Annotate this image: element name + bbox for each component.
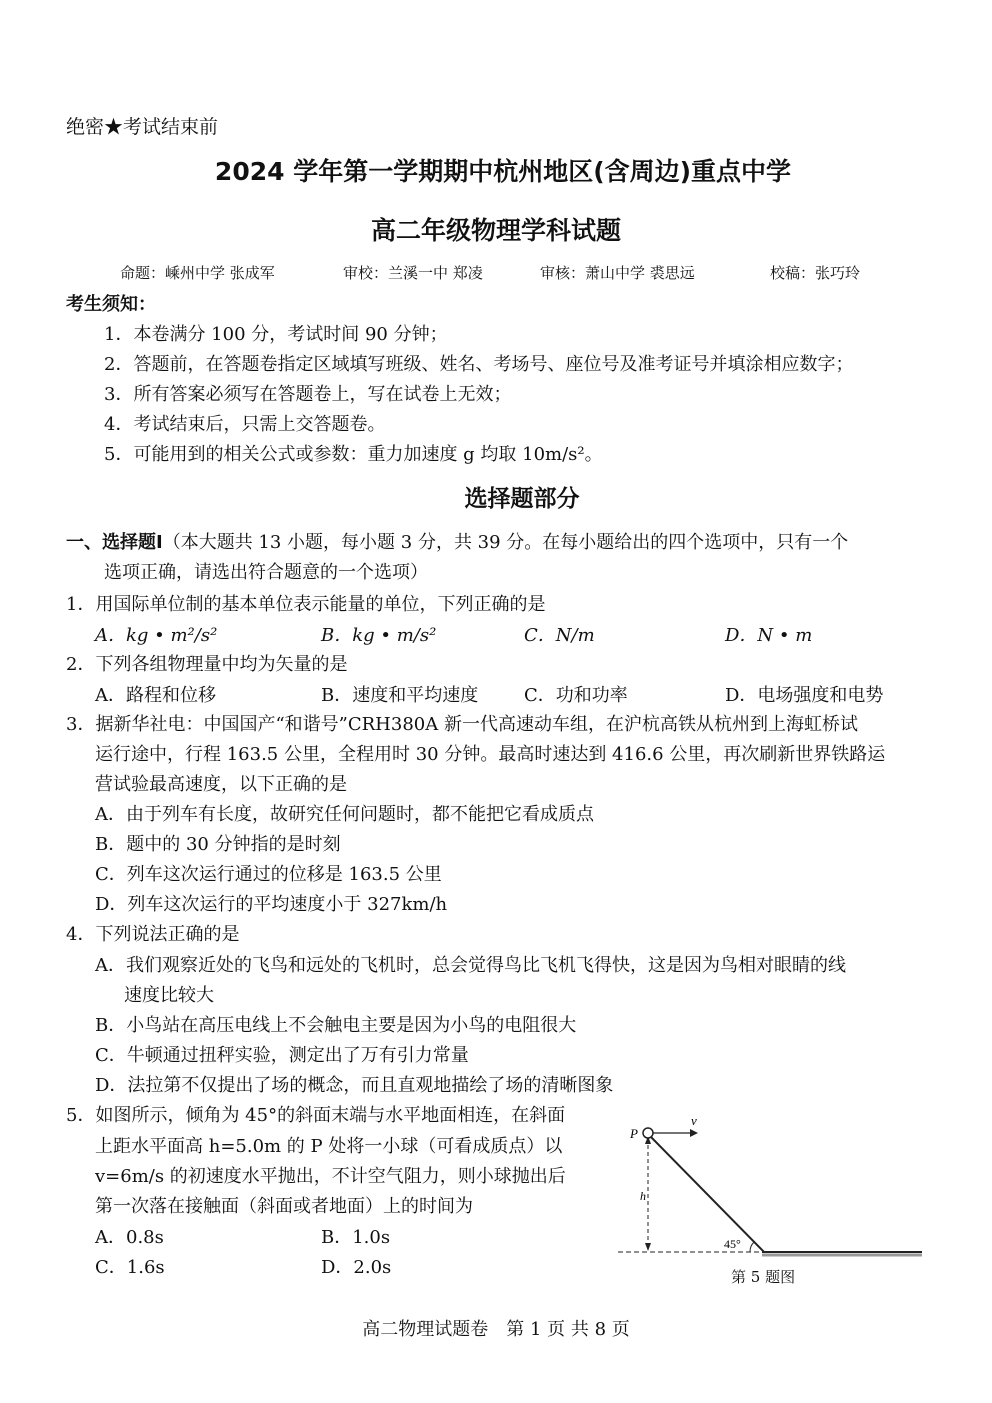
question-1-stem: 1．用国际单位制的基本单位表示能量的单位，下列正确的是 <box>66 594 546 615</box>
staff-proofreader: 校稿：张巧玲 <box>770 264 861 282</box>
question-5-stem-cont: 第一次落在接触面（斜面或者地面）上的时间为 <box>95 1196 473 1217</box>
q1-option-a: A．kg • m²/s² <box>95 625 218 646</box>
velocity-arrowhead <box>690 1129 698 1137</box>
question-2-stem: 2．下列各组物理量中均为矢量的是 <box>66 654 348 675</box>
figure-caption: 第 5 题图 <box>731 1268 796 1286</box>
height-arrow-bottom <box>645 1243 651 1251</box>
q4-option-a: A．我们观察近处的飞鸟和远处的飞机时，总会觉得鸟比飞机飞得快，这是因为鸟相对眼睛的线 <box>95 955 846 976</box>
q5-option-c: C．1.6s <box>95 1257 165 1278</box>
notice-heading: 考生须知： <box>66 294 156 315</box>
staff-reviewer: 审校：兰溪一中 郑凌 <box>343 264 483 282</box>
q5-option-d: D．2.0s <box>321 1257 392 1278</box>
incline-figure <box>610 1100 940 1270</box>
question-5-stem: 5．如图所示，倾角为 45°的斜面末端与水平地面相连，在斜面 <box>66 1105 566 1126</box>
notice-item: 1．本卷满分 100 分，考试时间 90 分钟； <box>104 324 448 345</box>
q1-option-c: C．N/m <box>524 625 595 646</box>
section-title: 选择题部分 <box>464 486 580 512</box>
incline-slope <box>650 1136 764 1252</box>
q4-option-d: D．法拉第不仅提出了场的概念，而且直观地描绘了场的清晰图象 <box>95 1075 614 1096</box>
notice-item: 3．所有答案必须写在答题卷上，写在试卷上无效； <box>104 384 512 405</box>
q4-option-c: C．牛顿通过扭秤实验，测定出了万有引力常量 <box>95 1045 469 1066</box>
q1-option-d: D．N • m <box>725 625 813 646</box>
q3-option-b: B．题中的 30 分钟指的是时刻 <box>95 834 341 855</box>
part-label: 一、选择题Ⅰ <box>66 532 163 553</box>
staff-author: 命题：嵊州中学 张成军 <box>120 264 275 282</box>
question-3-stem-cont: 运行途中，行程 163.5 公里，全程用时 30 分钟。最高时速达到 416.6 公里，再次刷新世界铁路运 <box>95 744 886 765</box>
q1-option-b: B．kg • m/s² <box>321 625 437 646</box>
q3-option-c: C．列车这次运行通过的位移是 163.5 公里 <box>95 864 442 885</box>
part-heading <box>66 528 848 554</box>
q2-option-d: D．电场强度和电势 <box>725 685 884 706</box>
angle-arc <box>750 1242 754 1252</box>
q5-option-b: B．1.0s <box>321 1227 391 1248</box>
part-description: （本大题共 13 小题，每小题 3 分，共 39 分。在每小题给出的四个选项中，只有一个 <box>162 532 849 553</box>
q2-option-c: C．功和功率 <box>524 685 628 706</box>
notice-item: 4．考试结束后，只需上交答题卷。 <box>104 414 386 435</box>
q3-option-d: D．列车这次运行的平均速度小于 327km/h <box>95 894 448 915</box>
page-footer: 高二物理试题卷 第 1 页 共 8 页 <box>362 1319 630 1340</box>
ball <box>643 1128 653 1138</box>
exam-subtitle: 高二年级物理学科试题 <box>370 216 621 245</box>
question-3-stem: 3．据新华社电：中国国产“和谐号”CRH380A 新一代高速动车组，在沪杭高铁从杭州到上海虹桥试 <box>66 714 858 735</box>
confidential-mark: 绝密★考试结束前 <box>66 116 219 138</box>
part-description-cont: 选项正确，请选出符合题意的一个选项） <box>104 562 428 583</box>
notice-item: 5．可能用到的相关公式或参数：重力加速度 g 均取 10m/s²。 <box>104 444 603 465</box>
q4-option-a-cont: 速度比较大 <box>124 985 214 1006</box>
q4-option-b: B．小鸟站在高压电线上不会触电主要是因为小鸟的电阻很大 <box>95 1015 577 1036</box>
label-p: P <box>630 1126 638 1141</box>
question-3-stem-cont: 营试验最高速度，以下正确的是 <box>95 774 347 795</box>
label-v: v <box>691 1113 697 1128</box>
q5-option-a: A．0.8s <box>95 1227 164 1248</box>
question-5-stem-cont: v=6m/s 的初速度水平抛出，不计空气阻力，则小球抛出后 <box>95 1166 566 1187</box>
question-4-stem: 4．下列说法正确的是 <box>66 924 240 945</box>
label-angle: 45° <box>724 1237 741 1251</box>
notice-item: 2．答题前，在答题卷指定区域填写班级、姓名、考场号、座位号及准考证号并填涂相应数字； <box>104 354 854 375</box>
q3-option-a: A．由于列车有长度，故研究任何问题时，都不能把它看成质点 <box>95 804 594 825</box>
exam-title: 2024 学年第一学期期中杭州地区(含周边)重点中学 <box>214 157 792 186</box>
label-h: h <box>640 1189 646 1203</box>
q2-option-b: B．速度和平均速度 <box>321 685 479 706</box>
staff-auditor: 审核：萧山中学 裘思远 <box>540 264 695 282</box>
question-5-stem-cont: 上距水平面高 h=5.0m 的 P 处将一小球（可看成质点）以 <box>95 1136 563 1157</box>
q2-option-a: A．路程和位移 <box>95 685 216 706</box>
